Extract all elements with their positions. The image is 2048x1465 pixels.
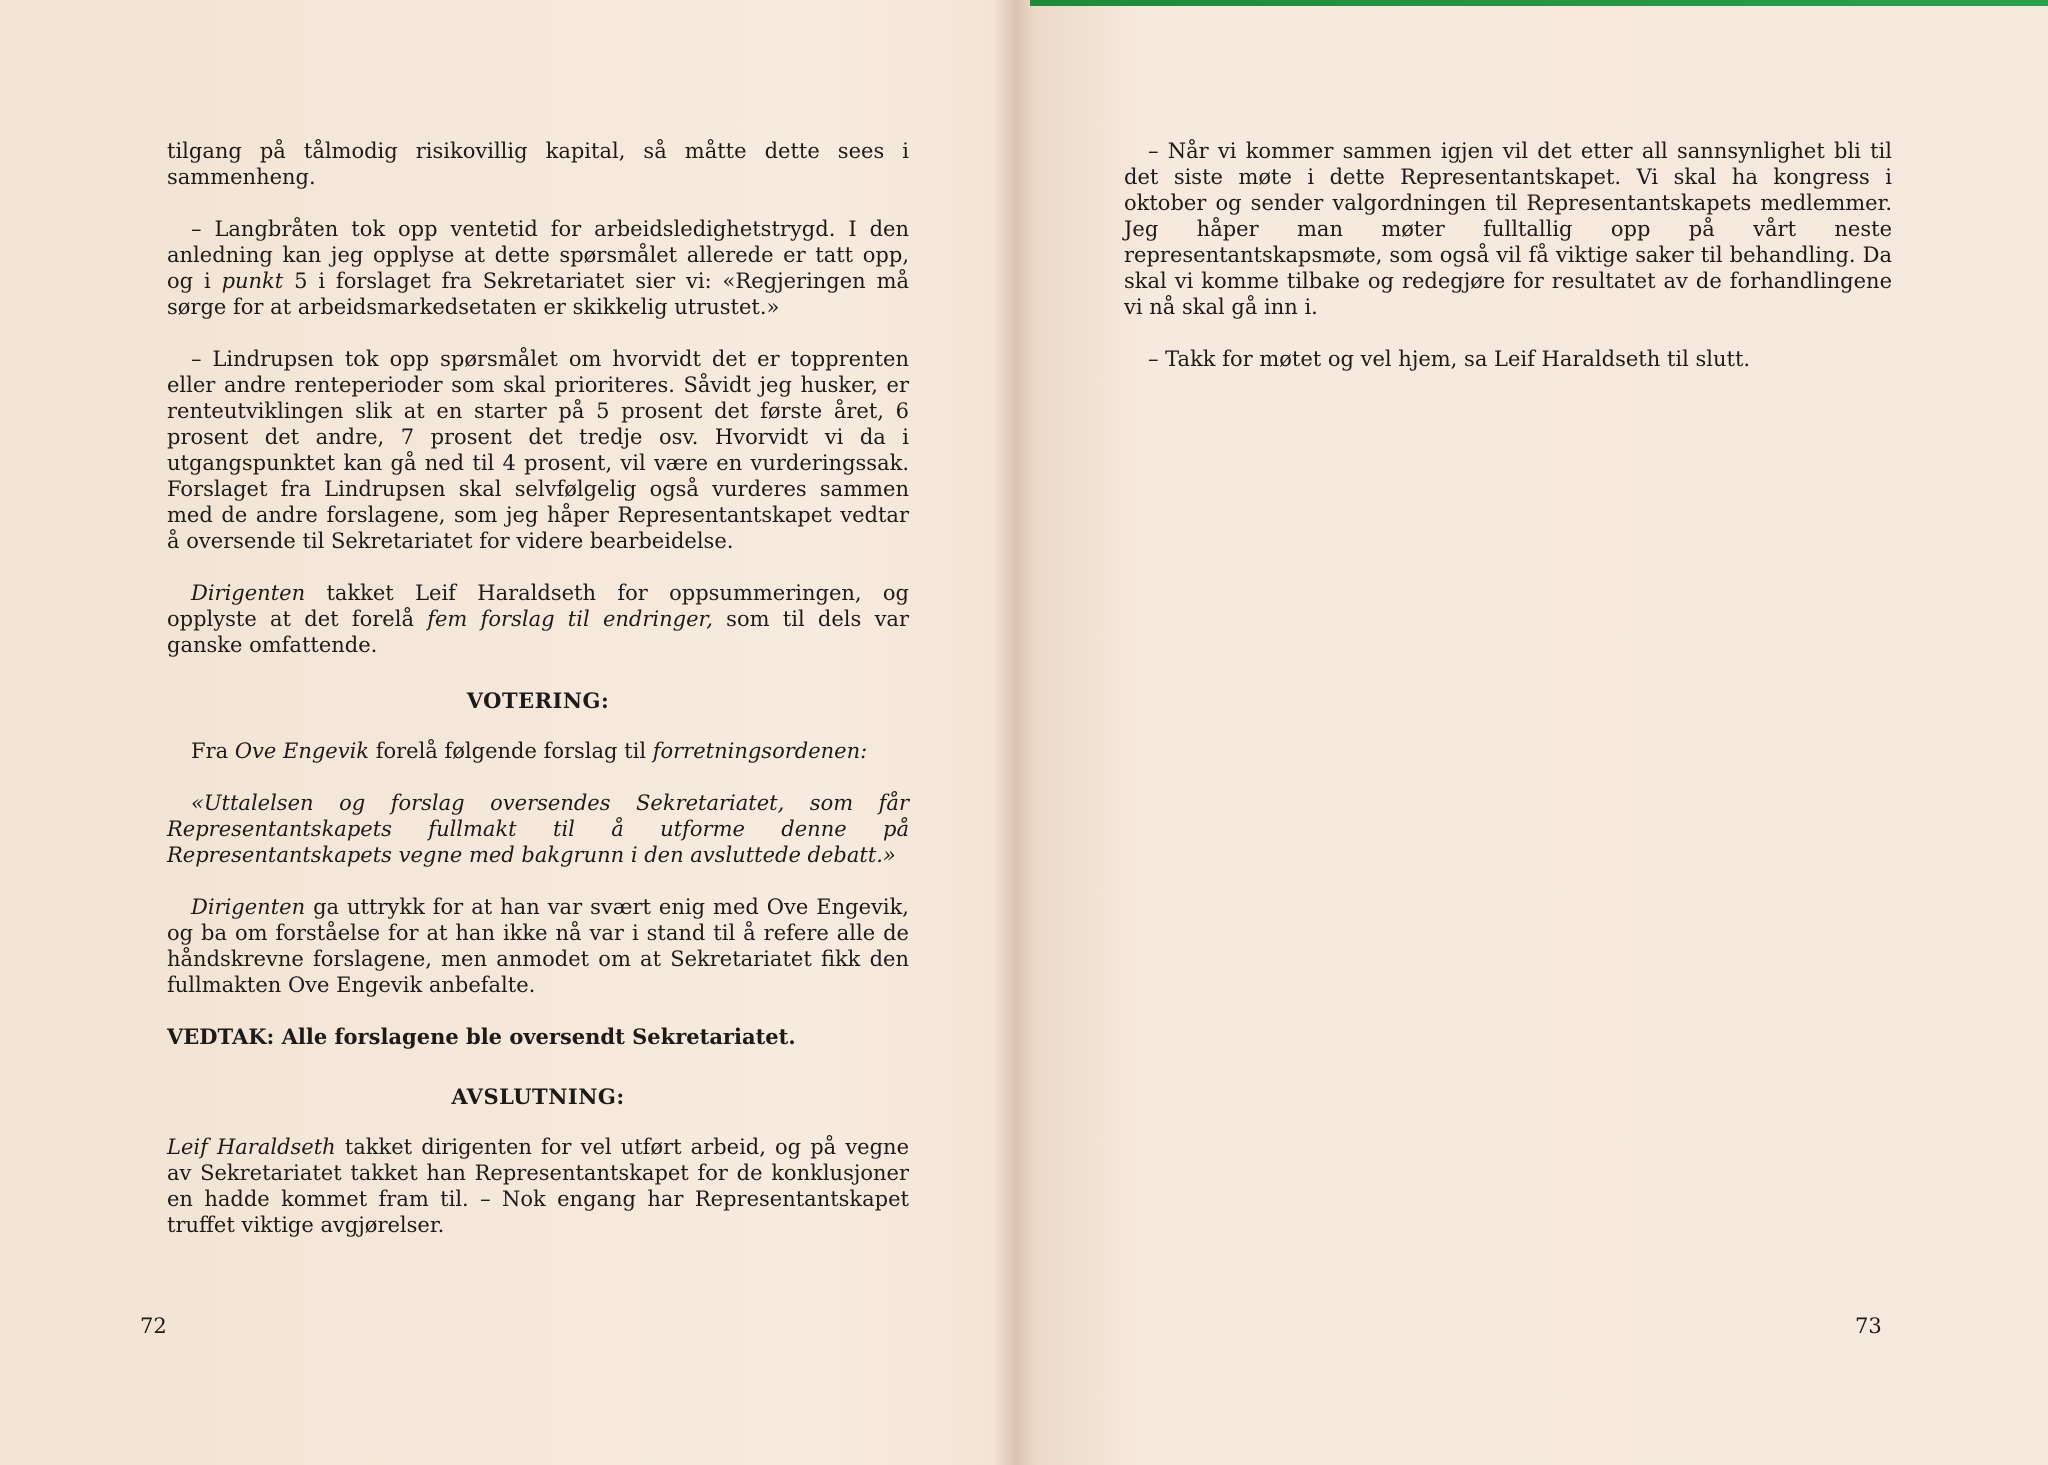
right-page bbox=[1124, 138, 1892, 398]
paragraph-5 bbox=[167, 738, 909, 764]
paragraph-4-dirigent: Dirigenten bbox=[191, 581, 306, 605]
paragraph-2-end: 5 i forslaget fra Sekretariatet sier vi: «Regjeringen må sørge for at arbeidsmarkedsetaten er skikkelig utrustet.» bbox=[167, 269, 910, 319]
quote-proposal: «Uttalelsen og forslag oversendes Sekretariatet, som får Representantskapets fullmakt til å utforme denne på Representantskapets vegne med bakgrunn i den avsluttede debatt.» bbox=[167, 791, 909, 867]
page-number-left: 72 bbox=[140, 1314, 167, 1338]
vedtak-line: VEDTAK: Alle forslagene ble oversendt Sekretariatet. bbox=[167, 1024, 796, 1049]
paragraph-7-text: ga uttrykk for at han var svært enig med Ove Engevik, og ba om forståelse for at han ikke nå var i stand til å refere alle de håndskrevne forslagene, men anmodet om at Sekretariatet fikk den fullmakten Ove Engevik anbefalte. bbox=[167, 895, 909, 997]
cover-edge bbox=[1030, 0, 2048, 6]
paragraph-1: tilgang på tålmodig risikovillig kapital, så måtte dette sees i sammenheng. bbox=[167, 139, 909, 189]
left-page bbox=[167, 138, 909, 1264]
right-paragraph-1: – Når vi kommer sammen igjen vil det etter all sannsynlighet bli til det siste møte i dette Representantskapet. Vi skal ha kongress i oktober og sender valgordningen til Representantskapets medlemmer. Jeg håper man møter fulltallig opp på vårt neste representantskapsmøte, som også vil få viktige saker til behandling. Da skal vi komme tilbake og redegjøre for resultatet av de forhandlingene vi nå skal gå inn i. bbox=[1124, 139, 1892, 319]
paragraph-4-emphasis: fem forslag til endringer, bbox=[427, 607, 713, 631]
heading-avslutning: AVSLUTNING: bbox=[451, 1084, 625, 1109]
paragraph-5-mid: forelå følgende forslag til bbox=[369, 739, 653, 763]
heading-votering: VOTERING: bbox=[466, 688, 610, 713]
paragraph-2-emphasis: punkt bbox=[221, 269, 284, 293]
paragraph-4-text-a: takket Leif Haraldseth for oppsummeringen, og opplyste at det forelå bbox=[167, 581, 909, 631]
paragraph-4 bbox=[167, 580, 909, 658]
page-number-right: 73 bbox=[1855, 1314, 1882, 1338]
paragraph-8-text: takket dirigenten for vel utført arbeid, og på vegne av Sekretariatet takket han Representantskapet for de konklusjoner en hadde kommet fram til. – Nok engang har Representantskapet truffet viktige avgjørelser. bbox=[167, 1135, 909, 1237]
right-paragraph-2: – Takk for møtet og vel hjem, sa Leif Haraldseth til slutt. bbox=[1148, 347, 1751, 371]
paragraph-4-text-b: som til dels var ganske omfattende. bbox=[167, 607, 909, 657]
paragraph-8 bbox=[167, 1134, 909, 1238]
paragraph-2-start: – Langbråten tok opp ventetid for arbeidsledighetstrygd. I den anledning kan jeg opplyse at dette spørsmålet allerede er tatt opp, og i bbox=[167, 217, 909, 293]
paragraph-2 bbox=[167, 216, 909, 320]
paragraph-3: – Lindrupsen tok opp spørsmålet om hvorvidt det er topprenten eller andre renteperioder som skal prioriteres. Såvidt jeg husker, er renteutviklingen slik at en starter på 5 prosent det første året, 6 prosent det andre, 7 prosent det tredje osv. Hvorvidt vi da i utgangspunktet kan gå ned til 4 prosent, vil være en vurderingssak. Forslaget fra Lindrupsen skal selvfølgelig også vurderes sammen med de andre forslagene, som jeg håper Representantskapet vedtar å oversende til Sekretariatet for videre bearbeidelse. bbox=[167, 347, 909, 553]
paragraph-5-fra: Fra bbox=[191, 739, 235, 763]
paragraph-5-emphasis: forretningsordenen: bbox=[652, 739, 868, 763]
paragraph-5-name: Ove Engevik bbox=[234, 739, 370, 763]
paragraph-8-name: Leif Haraldseth bbox=[167, 1135, 336, 1159]
paragraph-7 bbox=[167, 894, 909, 998]
paragraph-7-dirigent: Dirigenten bbox=[191, 895, 306, 919]
